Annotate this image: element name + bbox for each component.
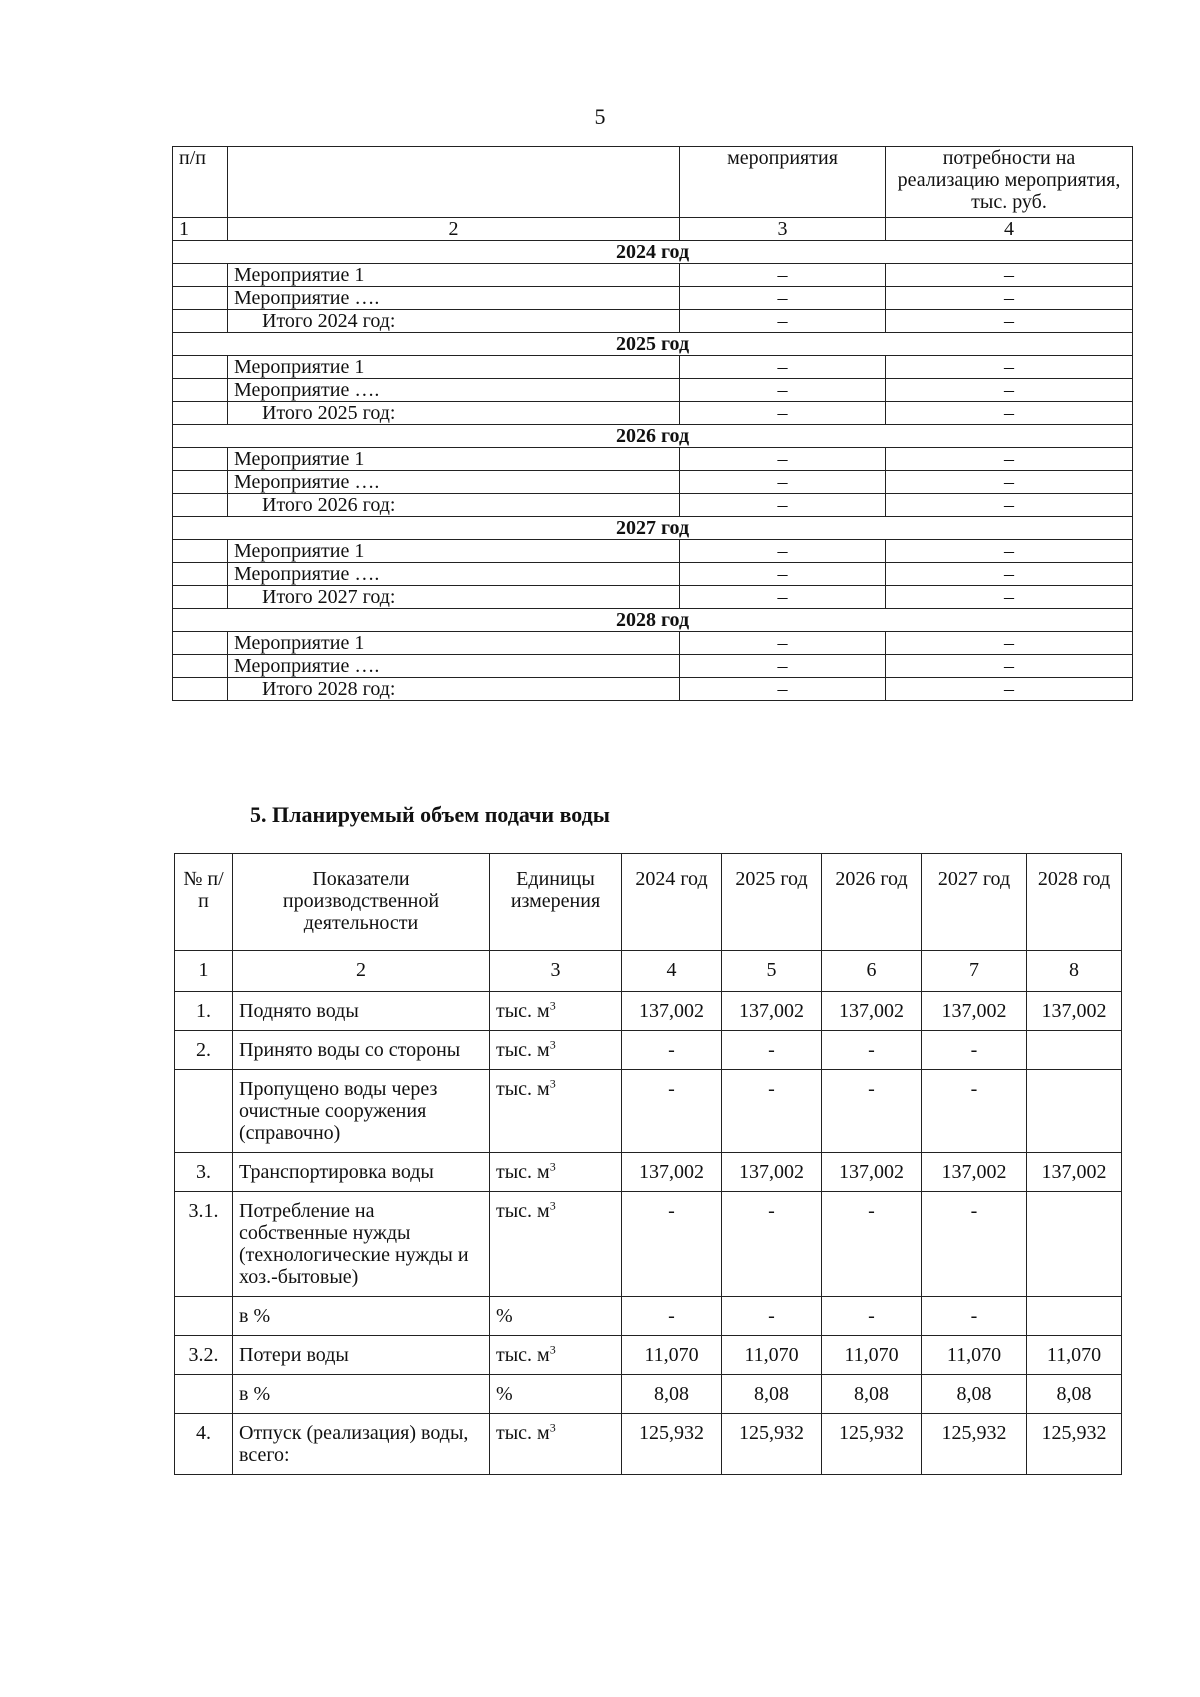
header-cell: 2027 год (922, 854, 1027, 951)
row-number-cell (173, 471, 228, 494)
unit-label: % (496, 1305, 513, 1327)
activity-value: – (680, 287, 886, 310)
year-value: - (922, 1070, 1027, 1153)
total-label: Итого 2024 год: (228, 310, 680, 333)
row-number-cell (173, 448, 228, 471)
year-value: - (722, 1070, 822, 1153)
table-row (175, 1070, 1122, 1153)
indicator-name: Отпуск (реализация) воды, всего: (233, 1414, 490, 1475)
year-value: 8,08 (822, 1375, 922, 1414)
table-row (173, 678, 1133, 701)
funding-value: – (886, 402, 1133, 425)
section-title: 5. Планируемый объем подачи воды (250, 802, 610, 827)
year-value: 8,08 (1027, 1375, 1122, 1414)
activity-value: – (680, 540, 886, 563)
header-cell: потребности на реализацию мероприятия, тыс. руб. (886, 147, 1133, 218)
year-value: 11,070 (722, 1336, 822, 1375)
year-value: 137,002 (722, 1153, 822, 1192)
unit-cell (490, 1297, 622, 1336)
unit-cell (490, 1192, 622, 1297)
year-value (1027, 1070, 1122, 1153)
indicator-name: Поднято воды (233, 992, 490, 1031)
year-value: - (922, 1192, 1027, 1297)
column-number: 4 (622, 951, 722, 992)
indicator-name: Принято воды со стороны (233, 1031, 490, 1070)
indicator-name: в % (233, 1375, 490, 1414)
row-number-cell (173, 356, 228, 379)
indicator-name: Пропущено воды через очистные сооружения (справочно) (233, 1070, 490, 1153)
year-value: 137,002 (922, 1153, 1027, 1192)
row-number-cell (173, 379, 228, 402)
activity-value: – (680, 264, 886, 287)
activity-name: Мероприятие …. (228, 287, 680, 310)
column-number: 3 (680, 218, 886, 241)
row-number-cell (173, 655, 228, 678)
row-number (175, 1070, 233, 1153)
water-supply-table (174, 853, 1122, 1475)
activity-name: Мероприятие 1 (228, 448, 680, 471)
table-row (175, 1375, 1122, 1414)
table-row (173, 655, 1133, 678)
funding-value: – (886, 287, 1133, 310)
row-number-cell (173, 494, 228, 517)
unit-cell (490, 1414, 622, 1475)
year-value: 125,932 (622, 1414, 722, 1475)
year-value: - (622, 1031, 722, 1070)
header-cell: 2025 год (722, 854, 822, 951)
year-value: - (622, 1297, 722, 1336)
table-row (175, 1336, 1122, 1375)
row-number-cell (173, 586, 228, 609)
column-number: 4 (886, 218, 1133, 241)
year-value: 137,002 (1027, 1153, 1122, 1192)
unit-exponent: 3 (549, 1159, 556, 1174)
header-cell: 2024 год (622, 854, 722, 951)
year-value: 8,08 (922, 1375, 1027, 1414)
table-row (175, 1031, 1122, 1070)
year-value: 137,002 (822, 992, 922, 1031)
indicator-name: в % (233, 1297, 490, 1336)
activity-name: Мероприятие …. (228, 379, 680, 402)
column-number-row (173, 218, 1133, 241)
column-number: 1 (175, 951, 233, 992)
total-label: Итого 2027 год: (228, 586, 680, 609)
year-value: 125,932 (822, 1414, 922, 1475)
year-row (173, 333, 1133, 356)
unit-cell (490, 1031, 622, 1070)
activity-name: Мероприятие …. (228, 471, 680, 494)
activity-name: Мероприятие 1 (228, 540, 680, 563)
table-header-row (175, 854, 1122, 951)
year-value: - (622, 1192, 722, 1297)
row-number: 3. (175, 1153, 233, 1192)
unit-exponent: 3 (549, 1198, 556, 1213)
year-value: 137,002 (1027, 992, 1122, 1031)
row-number-cell (173, 632, 228, 655)
column-number: 3 (490, 951, 622, 992)
table-row (173, 448, 1133, 471)
row-number-cell (173, 310, 228, 333)
year-value: - (722, 1297, 822, 1336)
row-number-cell (173, 540, 228, 563)
unit-exponent: 3 (549, 1342, 556, 1357)
table-row (173, 356, 1133, 379)
year-value: 11,070 (622, 1336, 722, 1375)
table-row (173, 494, 1133, 517)
unit-cell (490, 1336, 622, 1375)
row-number-cell (173, 287, 228, 310)
funding-value: – (886, 310, 1133, 333)
unit-label: тыс. м (496, 1078, 550, 1100)
row-number (175, 1297, 233, 1336)
funding-value: – (886, 448, 1133, 471)
total-label: Итого 2026 год: (228, 494, 680, 517)
activity-name: Мероприятие 1 (228, 632, 680, 655)
year-row (173, 609, 1133, 632)
activity-name: Мероприятие 1 (228, 356, 680, 379)
indicator-name: Транспортировка воды (233, 1153, 490, 1192)
year-title: 2026 год (173, 425, 1133, 448)
activity-value: – (680, 402, 886, 425)
table-header-row (173, 147, 1133, 218)
activities-table (172, 146, 1133, 701)
table-row (173, 287, 1133, 310)
funding-value: – (886, 379, 1133, 402)
activity-value: – (680, 678, 886, 701)
column-number: 7 (922, 951, 1027, 992)
header-cell: Единицы измерения (490, 854, 622, 951)
funding-value: – (886, 540, 1133, 563)
activity-value: – (680, 379, 886, 402)
funding-value: – (886, 356, 1133, 379)
year-value: - (822, 1070, 922, 1153)
year-row (173, 517, 1133, 540)
year-value: 11,070 (822, 1336, 922, 1375)
year-value: - (722, 1192, 822, 1297)
total-label: Итого 2028 год: (228, 678, 680, 701)
header-cell (228, 147, 680, 218)
column-number: 8 (1027, 951, 1122, 992)
column-number: 6 (822, 951, 922, 992)
year-value: - (822, 1297, 922, 1336)
column-number: 2 (233, 951, 490, 992)
funding-value: – (886, 632, 1133, 655)
header-cell: № п/п (175, 854, 233, 951)
year-row (173, 241, 1133, 264)
row-number-cell (173, 402, 228, 425)
unit-label: тыс. м (496, 1422, 550, 1444)
table-row (175, 1153, 1122, 1192)
header-cell: 2028 год (1027, 854, 1122, 951)
funding-value: – (886, 655, 1133, 678)
funding-value: – (886, 471, 1133, 494)
funding-value: – (886, 563, 1133, 586)
header-cell: 2026 год (822, 854, 922, 951)
table-row (173, 586, 1133, 609)
activity-value: – (680, 356, 886, 379)
activity-value: – (680, 563, 886, 586)
activity-value: – (680, 471, 886, 494)
year-value: - (722, 1031, 822, 1070)
year-value: 137,002 (822, 1153, 922, 1192)
activity-value: – (680, 310, 886, 333)
row-number (175, 1375, 233, 1414)
page-number: 5 (594, 104, 606, 129)
activity-name: Мероприятие …. (228, 655, 680, 678)
unit-exponent: 3 (549, 998, 556, 1013)
unit-label: тыс. м (496, 1200, 550, 1222)
header-cell: п/п (173, 147, 228, 218)
table-row (173, 379, 1133, 402)
year-title: 2024 год (173, 241, 1133, 264)
table-row (173, 310, 1133, 333)
column-number: 5 (722, 951, 822, 992)
year-value: 125,932 (922, 1414, 1027, 1475)
year-value: - (922, 1297, 1027, 1336)
activity-value: – (680, 632, 886, 655)
unit-cell (490, 992, 622, 1031)
unit-cell (490, 1153, 622, 1192)
year-value: 137,002 (622, 992, 722, 1031)
unit-cell (490, 1375, 622, 1414)
row-number: 3.1. (175, 1192, 233, 1297)
total-label: Итого 2025 год: (228, 402, 680, 425)
unit-exponent: 3 (549, 1076, 556, 1091)
year-value: 11,070 (1027, 1336, 1122, 1375)
year-value: 8,08 (722, 1375, 822, 1414)
year-value: 11,070 (922, 1336, 1027, 1375)
indicator-name: Потери воды (233, 1336, 490, 1375)
activity-value: – (680, 494, 886, 517)
table-row (173, 632, 1133, 655)
year-value (1027, 1031, 1122, 1070)
activity-value: – (680, 448, 886, 471)
year-value: - (922, 1031, 1027, 1070)
unit-exponent: 3 (549, 1420, 556, 1435)
year-value: 137,002 (622, 1153, 722, 1192)
indicator-name: Потребление на собственные нужды (технологические нужды и хоз.-бытовые) (233, 1192, 490, 1297)
row-number: 2. (175, 1031, 233, 1070)
year-value: 137,002 (922, 992, 1027, 1031)
unit-label: % (496, 1383, 513, 1405)
row-number-cell (173, 264, 228, 287)
year-value (1027, 1192, 1122, 1297)
activity-value: – (680, 655, 886, 678)
column-number-row (175, 951, 1122, 992)
activity-name: Мероприятие …. (228, 563, 680, 586)
unit-exponent: 3 (549, 1037, 556, 1052)
table-row (173, 563, 1133, 586)
activity-value: – (680, 586, 886, 609)
funding-value: – (886, 264, 1133, 287)
year-value (1027, 1297, 1122, 1336)
funding-value: – (886, 586, 1133, 609)
year-value: 125,932 (1027, 1414, 1122, 1475)
funding-value: – (886, 494, 1133, 517)
unit-label: тыс. м (496, 1161, 550, 1183)
year-row (173, 425, 1133, 448)
year-title: 2028 год (173, 609, 1133, 632)
header-cell: Показатели производственной деятельности (233, 854, 490, 951)
column-number: 2 (228, 218, 680, 241)
year-value: 125,932 (722, 1414, 822, 1475)
table-row (175, 1192, 1122, 1297)
unit-label: тыс. м (496, 1039, 550, 1061)
row-number: 1. (175, 992, 233, 1031)
row-number: 4. (175, 1414, 233, 1475)
unit-cell (490, 1070, 622, 1153)
year-title: 2025 год (173, 333, 1133, 356)
table-row (173, 402, 1133, 425)
unit-label: тыс. м (496, 1000, 550, 1022)
year-title: 2027 год (173, 517, 1133, 540)
table-row (175, 1414, 1122, 1475)
row-number: 3.2. (175, 1336, 233, 1375)
activity-name: Мероприятие 1 (228, 264, 680, 287)
table-row (175, 1297, 1122, 1336)
table-row (175, 992, 1122, 1031)
row-number-cell (173, 563, 228, 586)
year-value: - (622, 1070, 722, 1153)
column-number: 1 (173, 218, 228, 241)
year-value: - (822, 1031, 922, 1070)
table-row (173, 264, 1133, 287)
year-value: - (822, 1192, 922, 1297)
table-row (173, 471, 1133, 494)
year-value: 8,08 (622, 1375, 722, 1414)
table-row (173, 540, 1133, 563)
funding-value: – (886, 678, 1133, 701)
unit-label: тыс. м (496, 1344, 550, 1366)
row-number-cell (173, 678, 228, 701)
header-cell: мероприятия (680, 147, 886, 218)
year-value: 137,002 (722, 992, 822, 1031)
